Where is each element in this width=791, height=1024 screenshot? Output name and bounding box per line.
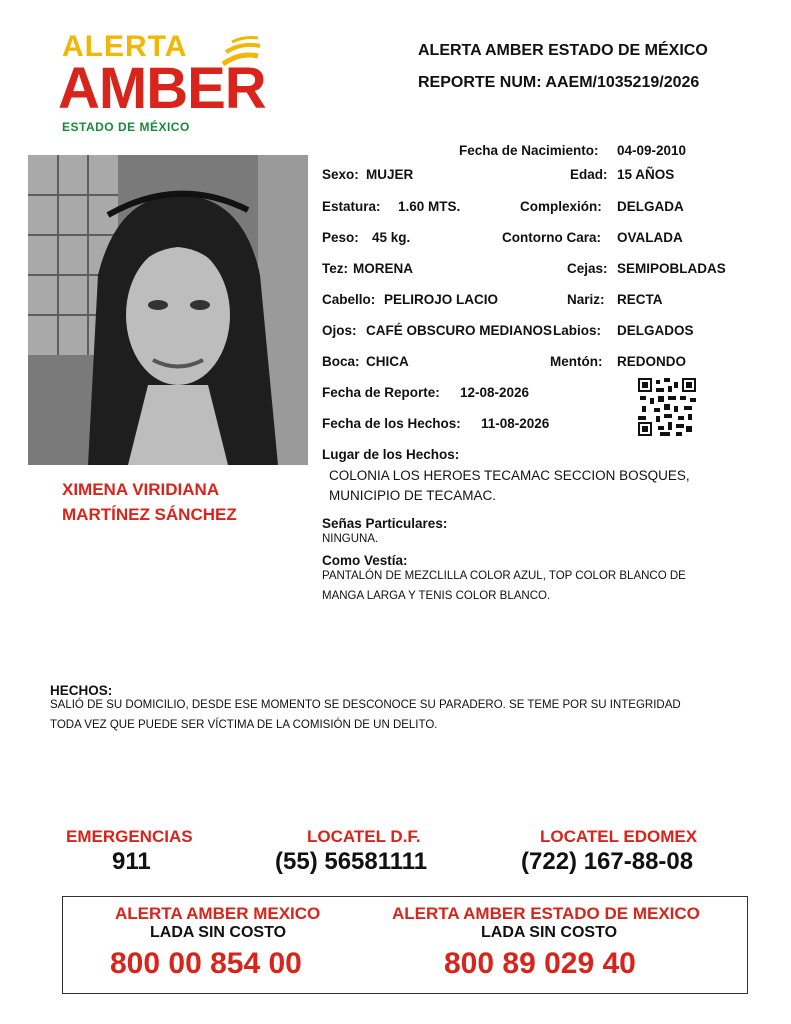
lada-sin-costo-box [62,896,748,994]
missing-person-photo [28,155,308,465]
birth-label: Fecha de Nacimiento: [459,143,599,158]
alerta-amber-logo [58,30,268,135]
fecha-reporte-value: 12-08-2026 [460,385,530,400]
report-number: REPORTE NUM: AAEM/1035219/2026 [418,74,700,91]
hechos-label: HECHOS: [50,683,113,698]
hechos-line1: SALIÓ DE SU DOMICILIO, DESDE ESE MOMENTO SE DESCONOCE SU PARADERO. SE TEME POR SU INTEGRIDAD [50,699,681,711]
menton-value: REDONDO [617,354,687,369]
ojos-value: CAFÉ OBSCURO MEDIANOS [366,323,553,338]
tez-label: Tez: [322,261,348,276]
senas-value: NINGUNA. [322,533,379,545]
boca-value: CHICA [366,354,409,369]
complexion-value: DELGADA [617,199,684,214]
estatura-label: Estatura: [322,199,381,214]
lugar-line1: COLONIA LOS HEROES TECAMAC SECCION BOSQUES, [329,468,690,483]
senas-label: Señas Particulares: [322,516,448,531]
cejas-value: SEMIPOBLADAS [617,261,726,276]
emergencias-number[interactable]: 911 [112,848,151,875]
contorno-label: Contorno Cara: [502,230,601,245]
lugar-line2: MUNICIPIO DE TECAMAC. [329,488,497,503]
contorno-value: OVALADA [617,230,683,245]
cejas-label: Cejas: [567,261,608,276]
edad-value: 15 AÑOS [617,167,675,182]
hechos-line2: TODA VEZ QUE PUEDE SER VÍCTIMA DE LA COMISIÓN DE UN DELITO. [50,719,438,731]
labios-value: DELGADOS [617,323,694,338]
fecha-hechos-value: 11-08-2026 [481,416,550,431]
lada-edomex-sub: LADA SIN COSTO [481,924,618,941]
labios-label: Labios: [553,323,602,338]
fecha-hechos-label: Fecha de los Hechos: [322,416,461,431]
nariz-value: RECTA [617,292,663,307]
ojos-label: Ojos: [322,323,357,338]
lada-mexico-number[interactable]: 800 00 854 00 [110,947,302,980]
locatel-df-number[interactable]: (55) 56581111 [275,848,428,875]
complexion-label: Complexión: [520,199,602,214]
logo-estado-text: ESTADO DE MÉXICO [62,120,190,134]
vestia-line2: MANGA LARGA Y TENIS COLOR BLANCO. [322,590,551,602]
lada-mexico-title: ALERTA AMBER MEXICO [115,904,321,923]
sexo-value: MUJER [366,167,414,182]
cabello-label: Cabello: [322,292,376,307]
person-name-line1: XIMENA VIRIDIANA [62,480,220,499]
tez-value: MORENA [353,261,413,276]
vestia-line1: PANTALÓN DE MEZCLILLA COLOR AZUL, TOP COLOR BLANCO DE [322,570,686,582]
estatura-value: 1.60 MTS. [398,199,461,214]
menton-label: Mentón: [550,354,603,369]
lugar-label: Lugar de los Hechos: [322,447,460,462]
logo-alerta-text: ALERTA [62,30,188,63]
cabello-value: PELIROJO LACIO [384,292,499,307]
header-title: ALERTA AMBER ESTADO DE MÉXICO [418,42,708,59]
vestia-label: Como Vestía: [322,553,408,568]
qr-code-icon[interactable] [638,378,696,436]
person-name-line2: MARTÍNEZ SÁNCHEZ [62,505,237,524]
peso-label: Peso: [322,230,359,245]
lada-edomex-number[interactable]: 800 89 029 40 [444,947,636,980]
nariz-label: Nariz: [567,292,605,307]
locatel-edomex-title: LOCATEL EDOMEX [540,827,698,846]
edad-label: Edad: [570,167,608,182]
logo-amber-text: AMBER [58,56,266,121]
sexo-label: Sexo: [322,167,359,182]
fecha-reporte-label: Fecha de Reporte: [322,385,440,400]
locatel-edomex-number[interactable]: (722) 167-88-08 [521,848,694,875]
boca-label: Boca: [322,354,360,369]
emergencias-title: EMERGENCIAS [66,827,193,846]
birth-value: 04-09-2010 [617,143,687,158]
lada-edomex-title: ALERTA AMBER ESTADO DE MEXICO [392,904,700,923]
lada-mexico-sub: LADA SIN COSTO [150,924,287,941]
peso-value: 45 kg. [372,230,411,245]
locatel-df-title: LOCATEL D.F. [307,827,421,846]
